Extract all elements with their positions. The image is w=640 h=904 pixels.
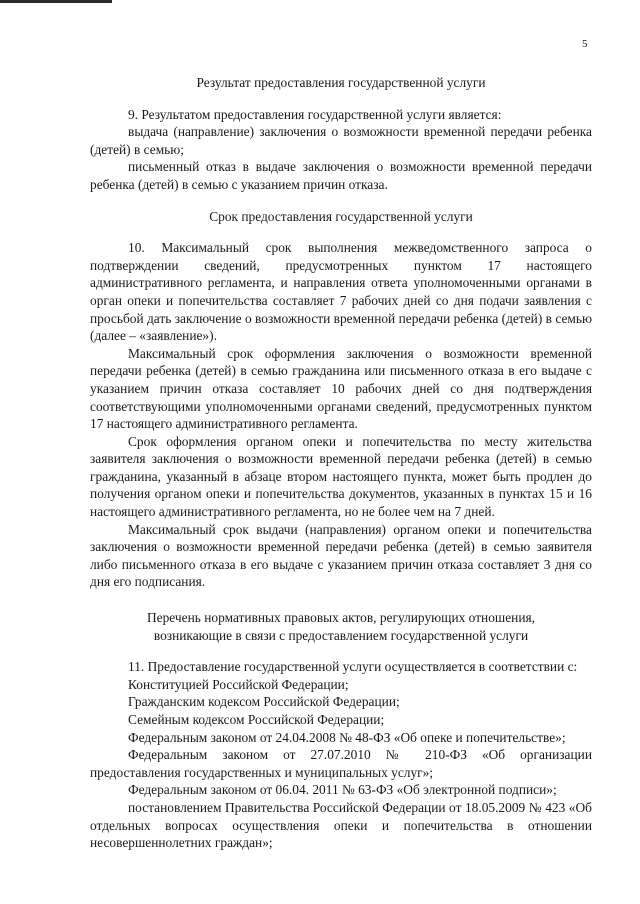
list-item: Федеральным законом от 06.04. 2011 № 63-ФЗ «Об электронной подписи»; <box>128 782 557 798</box>
section-heading-term: Срок предоставления государственной услуги <box>209 208 473 224</box>
list-item: Федеральным законом от 24.04.2008 № 48-ФЗ «Об опеке и попечительстве»; <box>128 729 566 745</box>
paragraph: 11. Предоставление государственной услуги осуществляется в соответствии с: <box>128 659 578 675</box>
paragraph: письменный отказ в выдаче заключения о возможности временной передачи ребенка (детей) в семью с указанием причин отказа. <box>90 159 592 192</box>
paragraph: 10. Максимальный срок выполнения межведомственного запроса о подтверждении сведений, предусмотренных пунктом 17 настоящего административного регламента, и направления ответа уполномоченными органами в орган опеки и попечительства составляет 7 рабочих дней со дня подачи заявления с просьбой дать заключение о возможности временной передачи ребенка (детей) в семью (далее – «заявление»). <box>90 240 592 344</box>
section-heading-legal-acts-line1: Перечень нормативных правовых актов, регулирующих отношения, <box>147 610 535 626</box>
list-item: Федеральным законом от 27.07.2010 № 210-ФЗ «Об организации предоставления государственных и муниципальных услуг»; <box>90 747 592 780</box>
list-item: Семейным кодексом Российской Федерации; <box>128 712 385 727</box>
list-item: Конституцией Российской Федерации; <box>128 676 349 692</box>
scan-edge-mark <box>0 0 112 3</box>
paragraph: Максимальный срок оформления заключения о возможности временной передачи ребенка (детей) в семью гражданина или письменного отказа в его выдаче с указанием причин отказа составляет 10 рабочих дней со дня подтверждения соответствующими уполномоченными органами сведений, предусмотренных пунктом 17 настоящего административного регламента. <box>90 345 592 432</box>
paragraph: выдача (направление) заключения о возможности временной передачи ребенка (детей) в семью; <box>90 124 592 157</box>
paragraph: Срок оформления органом опеки и попечительства по месту жительства заявителя заключения о возможности временной передачи ребенка (детей) в семью гражданина, указанный в абзаце втором настоящего пункта, может быть продлен до получения органом опеки и попечительства документов, указанных в пунктах 15 и 16 настоящего административного регламента, но не более чем на 7 дней. <box>90 433 592 520</box>
section-heading-result: Результат предоставления государственной услуги <box>196 75 486 90</box>
paragraph: Максимальный срок выдачи (направления) органом опеки и попечительства заключения о возможности временной передачи ребенка (детей) в семью заявителя либо письменного отказа в его выдаче с указанием причин отказа составляет 3 дня со дня его подписания. <box>90 521 592 590</box>
section-heading-legal-acts-line2: возникающие в связи с предоставлением государственной услуги <box>153 627 529 643</box>
list-item: Гражданским кодексом Российской Федерации; <box>128 694 400 710</box>
paragraph: 9. Результатом предоставления государственной услуги является: <box>128 106 502 122</box>
document-body <box>90 74 592 852</box>
list-item: постановлением Правительства Российской Федерации от 18.05.2009 № 423 «Об отдельных вопросах осуществления опеки и попечительства в отношении несовершеннолетних граждан»; <box>90 799 592 851</box>
page-number: 5 <box>582 38 588 50</box>
